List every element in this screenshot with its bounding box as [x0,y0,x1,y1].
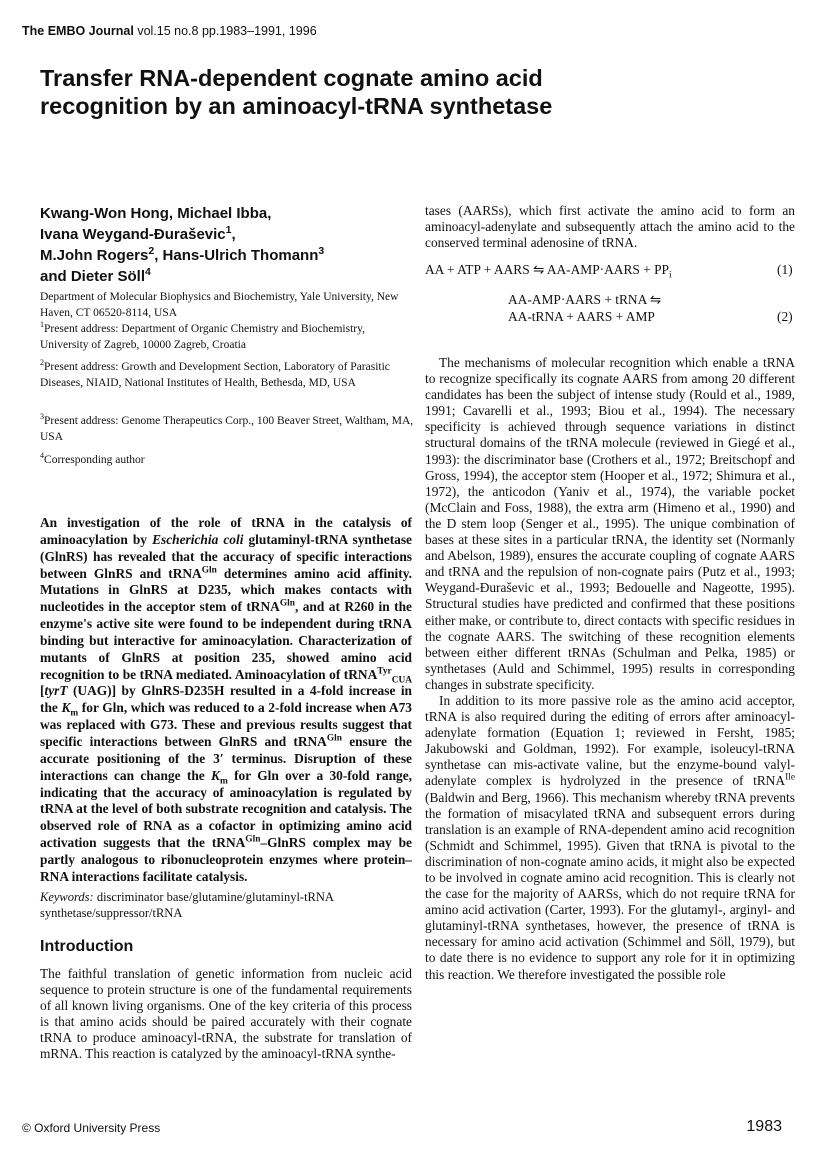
equation-2-number: (2) [777,309,793,324]
equation-2-line1: AA-AMP·AARS + tRNA ⇋ [508,292,662,307]
equation-1: AA + ATP + AARS ⇋ AA-AMP·AARS + $PP_i$ [425,262,672,281]
paragraph: The mechanisms of molecular recognition which enable a tRNA to recognize specifically its cognate AARS from among 20 different candidates has been the subject of intense study (Rould et al., 1989, 1991; Cavarelli et al., 1993; Biou et al., 1994). The necessary specificity is achieved through sequence variations in distinct structural domains of the tRNA molecule (reviewed in Giegé et al., 1993): the discriminator base (Crothers et al., 1972; Breitschopf and Gross, 1994), the acceptor stem (Hooper et al., 1972; Shimura et al., 1972), the anticodon (Yaniv et al., 1974), the variable pocket (McClain and Foss, 1988), the extra arm (Himeno et al., 1990) and the D stem loop (Senger et al., 1995). The unique combination of bases at these sites in a particular tRNA, the identity set (Normanly and Abelson, 1989), ensures the accurate coupling of cognate AARS and tRNA and the repulsion of non-cognate pairs (Putz et al., 1993; Weygand-Đuraševic et al., 1993; Bedouelle and Nageotte, 1995). Structural studies have predicted and confirmed that these positions either make, or contribute to, direct contacts with specific residues in the cognate AARS. The switching of these recognition elements between either different tRNAs (Schulman and Pelka, 1985) or synthetases (Auld and Schimmel, 1995) results in corresponding changes in substrate specificity. [425,355,795,692]
journal-header [22,24,317,38]
affiliation-1: $^1$Present address: Department of Organic Chemistry and Biochemistry, University of Zagreb, 10000 Zagreb, Croatia [40,320,365,351]
paper-title: Transfer RNA-dependent cognate amino acid recognition by an aminoacyl-tRNA synthetase [40,65,553,119]
corresponding-author-note: $^4$Corresponding author [40,451,145,466]
publisher-footer: © Oxford University Press [22,1121,161,1135]
page-number: 1983 [746,1118,782,1135]
affiliation-main: Department of Molecular Biophysics and Biochemistry, Yale University, New Haven, CT 06520-8114, USA [40,291,399,319]
introduction-heading: Introduction [40,938,134,955]
journal-name: The EMBO Journal [22,24,134,38]
paragraph: In addition to its more passive role as the amino acid acceptor, tRNA is also required during the editing of errors after aminoacyl-adenylate formation (Equation 1; reviewed in Fersht, 1985; Jakubowski and Goldman, 1992). For example, isoleucyl-tRNA synthetase can mis-activate valine, but the enzyme-bound valyl-adenylate complex is hydrolyzed in the presence of tRNA$^{Ile}$ (Baldwin and Berg, 1966). This mechanism whereby tRNA prevents the formation of misacylated tRNA and subsequent errors during translation is an example of RNA-dependent amino acid recognition (Schmidt and Schimmel, 1995). Given that tRNA is pivotal to the discrimination of non-cognate amino acids, it might also be expected to be involved in cognate amino acid recognition. This is clearly not the case for the majority of AARSs, which do not require tRNA for amino acid activation (Carter, 1993). For the glutamyl-, arginyl- and glutaminyl-tRNA synthetases, however, the presence of tRNA is necessary for amino acid activation (Schimmel and Söll, 1979), but to date there is no evidence to support any role for it in optimizing this reaction. We therefore investigated the possible role [425,692,795,982]
right-column-body [425,355,795,983]
keywords-label: Keywords: [40,890,94,904]
author-line: M.John Rogers$^2$, Hans-Ulrich Thomann$^3$ [40,245,325,264]
author-line: Kwang-Won Hong, Michael Ibba, [40,205,272,222]
author-line: Ivana Weygand-Đuraševic$^1$, [40,224,236,243]
abstract: An investigation of the role of tRNA in the catalysis of aminoacylation by Escherichia coli glutaminyl-tRNA synthetase (GlnRS) has revealed that the accuracy of specific interactions between GlnRS and tRNA$^{Gln}$ determines amino acid affinity. Mutations in GlnRS at D235, which makes contacts with nucleotides in the acceptor stem of tRNA$^{Gln}$, and at R260 in the enzyme's active site were found to be independent during tRNA binding but interactive for aminoacylation. Characterization of mutants of GlnRS at position 235, showed amino acid recognition to be tRNA mediated. Aminoacylation of tRNA$^{Tyr}_{CUA}$ [tyrT (UAG)] by GlnRS-D235H resulted in a 4-fold increase in the $K_m$ for Gln, which was reduced to a 2-fold increase when A73 was replaced with G73. These and previous results suggest that specific interactions between GlnRS and tRNA$^{Gln}$ ensure the accurate positioning of the 3′ terminus. Disruption of these interactions can change the $K_m$ for Gln over a 30-fold range, indicating that the accuracy of aminoacylation is regulated by tRNA at the level of both substrate recognition and catalysis. The observed role of RNA as a cofactor in optimizing amino acid activation suggests that the tRNA$^{Gln}$–GlnRS complex may be partly analogous to ribonucleoprotein enzymes where protein–RNA interactions facilitate catalysis. [40,515,413,884]
introduction-paragraph: The faithful translation of genetic information from nucleic acid sequence to protein structure is one of the fundamental requirements of all known living organisms. One of the key criteria of this process is that amino acids should be paired accurately with their cognate tRNA to produce aminoacyl-tRNA, the substrate for translation of mRNA. This reaction is catalyzed by the aminoacyl-tRNA synthe- [40,966,412,1062]
journal-citation: vol.15 no.8 pp.1983–1991, 1996 [137,24,317,38]
author-list [40,203,410,287]
right-column-continuation: tases (AARSs), which first activate the amino acid to form an aminoacyl-adenylate and subsequently attach the amino acid to the conserved terminal adenosine of tRNA. [425,203,795,251]
affiliation-2: $^2$Present address: Growth and Development Section, Laboratory of Parasitic Diseases, NIAID, National Institutes of Health, Bethesda, MD, USA [40,358,390,389]
equation-1-number: (1) [777,262,793,277]
equation-2-line2: AA-tRNA + AARS + AMP [508,309,655,324]
keywords: Keywords: discriminator base/glutamine/glutaminyl-tRNA synthetase/suppressor/tRNA [40,890,334,920]
author-line: and Dieter Söll$^4$ [40,266,151,285]
affiliation-3: $^3$Present address: Genome Therapeutics Corp., 100 Beaver Street, Waltham, MA, USA [40,412,414,443]
